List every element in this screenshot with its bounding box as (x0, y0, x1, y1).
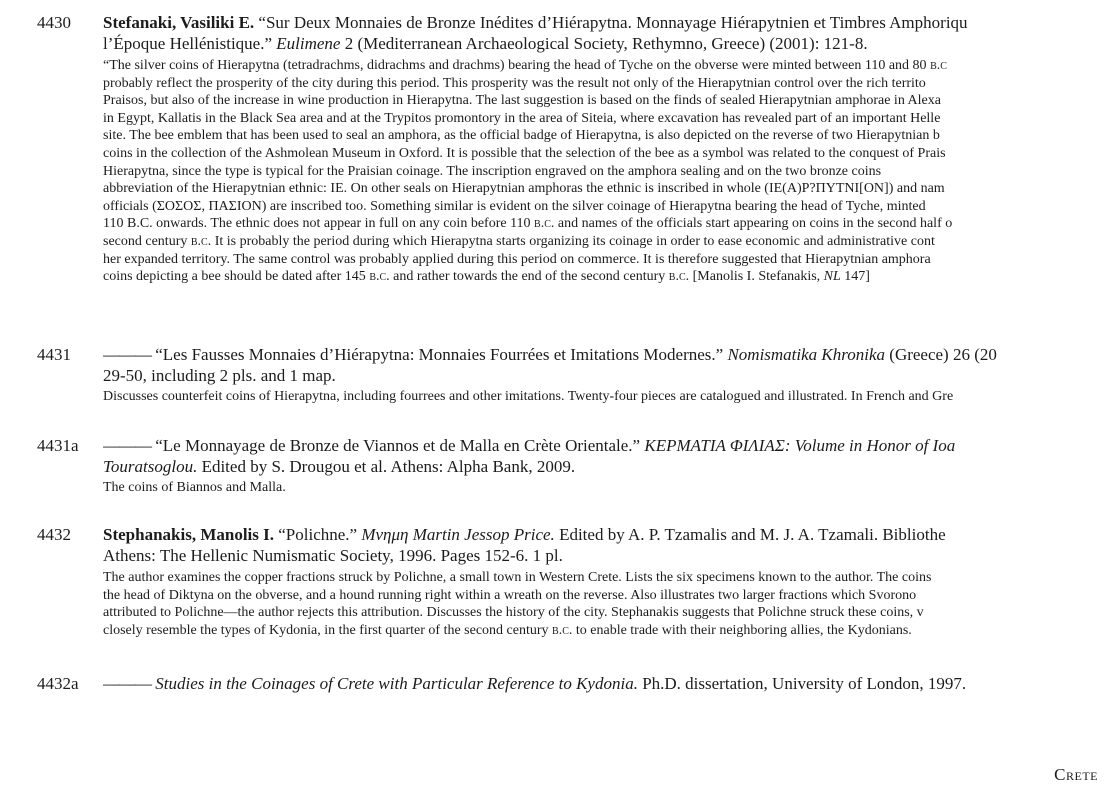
repeat-author-dash: ——— (103, 345, 151, 364)
volume-title: Touratsoglou. (103, 457, 198, 476)
entry-number: 4430 (37, 13, 71, 32)
annotation-line: attributed to Polichne—the author rejects this attribution. Discusses the history of the city. Stephanakis suggests that Polichne struck these coins, v (103, 605, 924, 621)
era-abbrev: b.c (930, 58, 947, 73)
annotation-line: probably reflect the prosperity of the city during this period. This prosperity was the result not only of the Hierapytnian control over the rich territo (103, 75, 926, 91)
citation-line (103, 524, 1109, 545)
journal-abbrev: NL (823, 269, 841, 285)
citation-line (103, 673, 1109, 694)
annotation-line: Praisos, but also of the increase in wine production in Hierapytna. The last suggestion is based on the finds of sealed Hierapytnian amphorae in Alexa (103, 93, 941, 109)
entry-number: 4432a (37, 674, 79, 693)
entry-body (103, 524, 1109, 639)
citation-text: (Greece) 26 (20 (885, 345, 997, 364)
era-abbrev: b.c. (668, 269, 690, 285)
annotation-text: closely resemble the types of Kydonia, in the first quarter of the second century (103, 622, 553, 638)
entry-number: 4431a (37, 436, 79, 455)
era-abbrev: b.c. (190, 233, 212, 249)
entry-body (103, 344, 1109, 406)
annotation-line: abbreviation of the Hierapytnian ethnic: IE. On other seals on Hierapytnian amphoras the ethnic is inscribed in whole (IE(A)P?ΠΥΤΝΙ[ΟΝ]) and nam (103, 181, 945, 197)
annotation-text: It is probably the period during which Hierapytna starts organizing its coinage in order to ease economic and administrative cont (211, 233, 935, 249)
author-name: Stefanaki, Vasiliki E. (103, 13, 255, 32)
citation-text: “Les Fausses Monnaies d’Hiérapytna: Monnaies Fourrées et Imitations Modernes.” (151, 345, 728, 364)
annotation-text: 110 B.C. onwards. The ethnic does not appear in full on any coin before 110 (103, 216, 535, 232)
era-abbrev: b.c. (369, 269, 390, 285)
entry-body (103, 435, 1109, 497)
citation-line (103, 12, 1109, 33)
repeat-author-dash: ——— (103, 436, 151, 455)
citation-line (103, 456, 1109, 477)
citation-text: Edited by S. Drougou et al. Athens: Alpha Bank, 2009. (197, 457, 576, 476)
entry-body (103, 12, 1109, 286)
annotation-line: her expanded territory. The same control was probably applied during this period on commerce. It is therefore suggested that Hierapytnian amphora (103, 251, 931, 267)
annotation-text: and names of the officials start appearing on coins in the second half o (554, 216, 953, 232)
annotation-line: Discusses counterfeit coins of Hierapytna, including fourrees and other imitations. Twenty-four pieces are catalogued and illustrated. In French and Gre (103, 389, 954, 404)
annotation-line (103, 57, 1109, 75)
entry-body (103, 673, 1109, 694)
annotation-line: the head of Diktyna on the obverse, and a hound running right within a wreath on the reverse. Also illustrates two larger fractions which Svorono (103, 587, 917, 603)
annotation-line: Hierapytna, since the type is typical for the Praisian coinage. The inscription engraved on the amphora sealing and on the two bronze coins (103, 163, 882, 179)
annotation-line: in Egypt, Kallatis in the Black Sea area and at the Trypitos promontory in the area of Siteia, where excavation has revealed part of an important Helle (103, 110, 941, 126)
citation-line (103, 344, 1109, 365)
repeat-author-dash: ——— (103, 674, 151, 693)
annotation-text: coins depicting a bee should be dated after 145 (103, 269, 370, 285)
annotation-line (103, 215, 1109, 233)
volume-title: Μνημη Martin Jessop Price. (361, 525, 555, 544)
annotation-line: officials (ΣΟΣΟΣ, ΠΑΣΙΟΝ) are inscribed too. Something similar is evident on the silver coinage of Hierapytna bearing the head of Tyche, minted (103, 198, 926, 214)
author-name: Stephanakis, Manolis I. (103, 525, 274, 544)
journal-title: Eulimene (276, 34, 341, 53)
citation-text: “Sur Deux Monnaies de Bronze Inédites d’Hiérapytna. Monnayage Hiérapytnien et Timbres Amphoriqu (254, 13, 968, 32)
era-abbrev: b.c. (534, 216, 555, 232)
citation-line (103, 435, 1109, 456)
annotation-text: to enable trade with their neighboring allies, the Kydonians. (572, 622, 912, 638)
citation-line: 29-50, including 2 pls. and 1 map. (103, 366, 336, 385)
citation-text: 2 (Mediterranean Archaeological Society, Rethymno, Greece) (2001): 121-8. (340, 34, 868, 53)
era-abbrev: b.c. (552, 622, 573, 638)
citation-text: “Le Monnayage de Bronze de Viannos et de Malla en Crète Orientale.” (151, 436, 645, 455)
annotation-text: 147] (840, 269, 870, 285)
citation-line: Athens: The Hellenic Numismatic Society, 1996. Pages 152-6. 1 pl. (103, 546, 563, 565)
annotation-line (103, 622, 1109, 640)
volume-title: ΚΕΡΜΑΤΙΑ ΦΙΛΙΑΣ: Volume in Honor of Ioa (644, 436, 956, 455)
journal-title: Nomismatika Khronika (727, 345, 886, 364)
citation-line (103, 33, 1109, 54)
citation-text: l’Époque Hellénistique.” (103, 34, 277, 53)
annotation-text: [Manolis I. Stefanakis, (689, 269, 824, 285)
entry-number: 4431 (37, 345, 71, 364)
citation-text: Edited by A. P. Tzamalis and M. J. A. Tzamali. Bibliothe (554, 525, 946, 544)
annotation-line (103, 233, 1109, 251)
annotation-line: The coins of Biannos and Malla. (103, 480, 286, 495)
running-footer: Crete (1054, 765, 1098, 784)
annotation-text: “The silver coins of Hierapytna (tetradrachms, didrachms and drachms) bearing the head of Tyche on the obverse were minted between 110 and 80 (103, 58, 931, 73)
annotation-line (103, 268, 1109, 286)
annotation-line: site. The bee emblem that has been used to seal an amphora, as the official badge of Hierapytna, is also depicted on the reverse of two Hierapytnian b (103, 128, 940, 144)
annotation-line: The author examines the copper fractions struck by Polichne, a small town in Western Crete. Lists the six specimens known to the author. The coins (103, 570, 932, 585)
citation-text: Ph.D. dissertation, University of London, 1997. (637, 674, 967, 693)
entry-number: 4432 (37, 525, 71, 544)
annotation-text: and rather towards the end of the second century (389, 269, 669, 285)
annotation-line: coins in the collection of the Ashmolean Museum in Oxford. It is possible that the selection of the bee as a symbol was related to the conquest of Prais (103, 145, 946, 161)
citation-text: “Polichne.” (274, 525, 362, 544)
annotation-text: second century (103, 233, 191, 249)
dissertation-title: Studies in the Coinages of Crete with Particular Reference to Kydonia. (155, 674, 638, 693)
